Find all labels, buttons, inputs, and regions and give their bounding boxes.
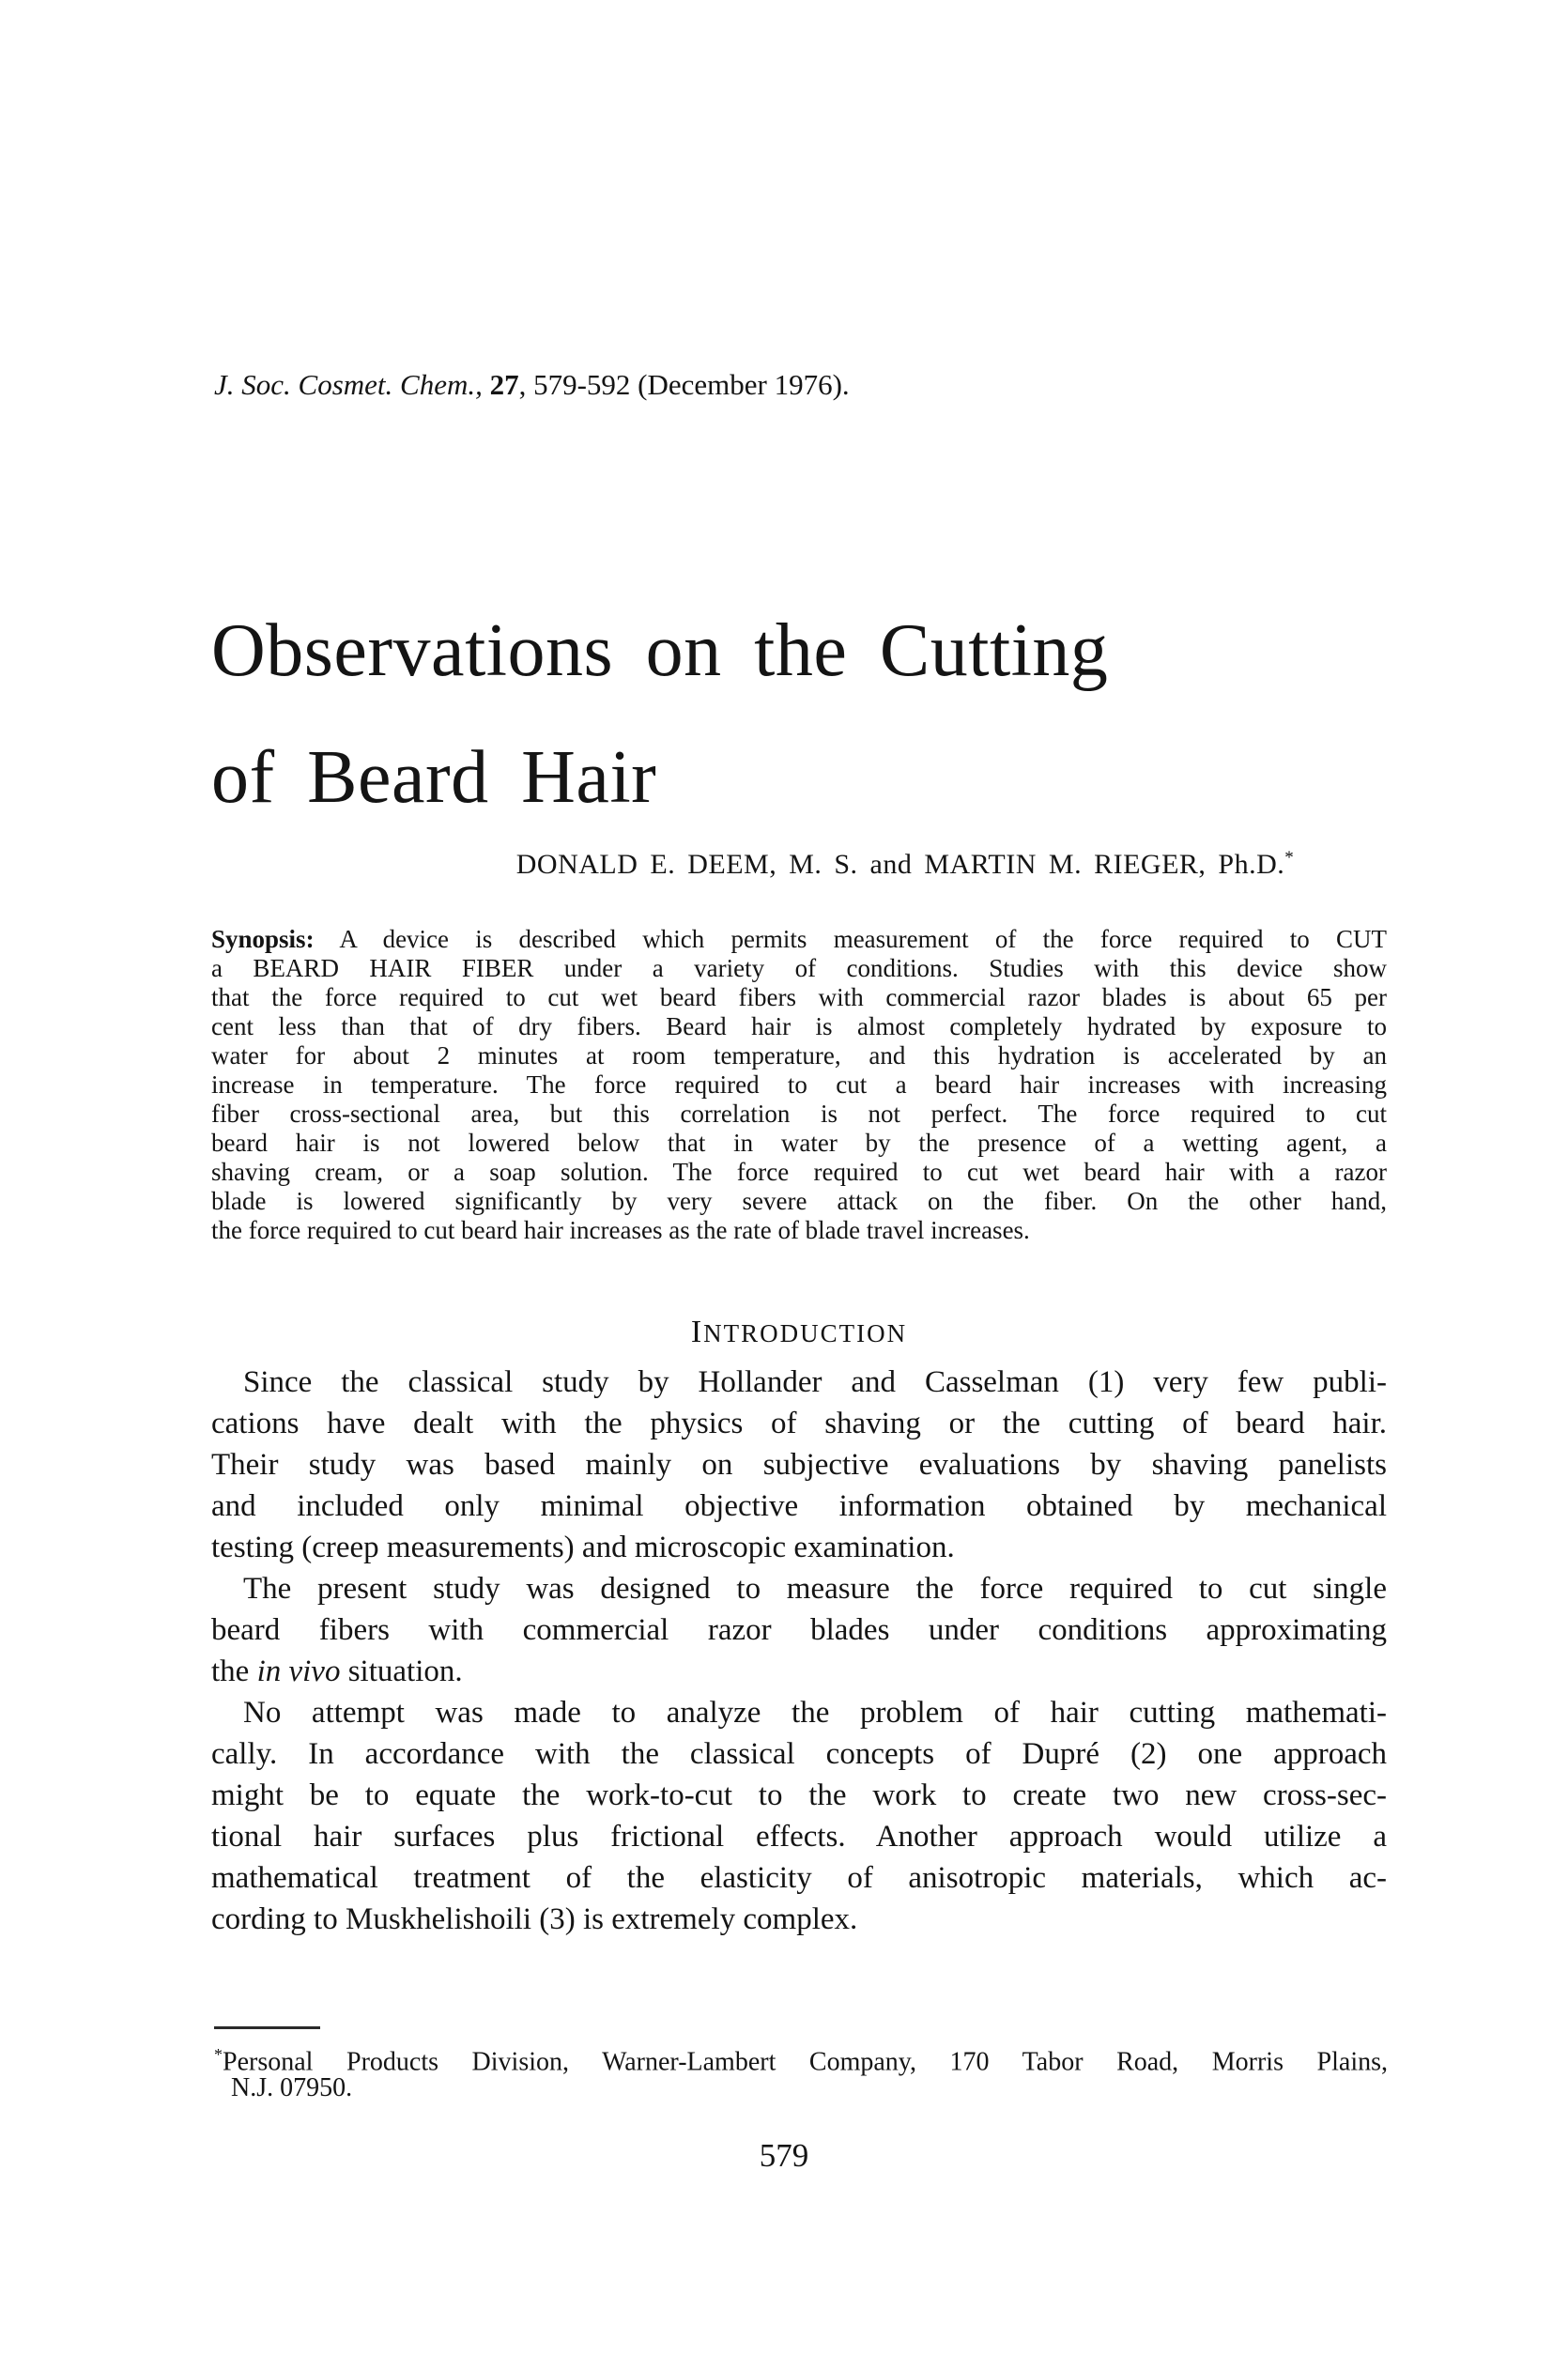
- synopsis-line: cent less than that of dry fibers. Beard hair is almost completely hydrated by exposure to: [211, 1012, 1387, 1040]
- body-line: No attempt was made to analyze the problem of hair cutting mathemati-: [243, 1696, 1387, 1730]
- synopsis: [211, 925, 1387, 1245]
- introduction-body: [211, 1362, 1387, 1940]
- synopsis-line: the force required to cut beard hair increases as the rate of blade travel increases.: [211, 1216, 1030, 1244]
- synopsis-line: shaving cream, or a soap solution. The force required to cut wet beard hair with a razor: [211, 1158, 1387, 1186]
- body-line: [211, 1651, 1387, 1692]
- footnote-marker: *: [214, 2045, 223, 2064]
- synopsis-line: beard hair is not lowered below that in water by the presence of a wetting agent, a: [211, 1129, 1387, 1157]
- page-number: 579: [759, 2137, 809, 2174]
- title-line-2: of Beard Hair: [211, 736, 657, 819]
- journal-citation: [214, 368, 850, 402]
- footnote-line: [214, 2038, 1388, 2077]
- synopsis-line: increase in temperature. The force required to cut a beard hair increases with increasing: [211, 1070, 1387, 1099]
- body-line-text: the: [211, 1655, 257, 1688]
- synopsis-line: blade is lowered significantly by very severe attack on the fiber. On the other hand,: [211, 1187, 1387, 1215]
- footnote-line-text: Personal Products Division, Warner-Lambert Company, 170 Tabor Road, Morris Plains,: [223, 2047, 1388, 2077]
- body-line: The present study was designed to measure the force required to cut single: [243, 1572, 1387, 1606]
- italic-term-in-vivo: in vivo: [256, 1655, 341, 1688]
- synopsis-line: that the force required to cut wet beard fibers with commercial razor blades is about 65 per: [211, 983, 1387, 1011]
- synopsis-line: a BEARD HAIR FIBER under a variety of conditions. Studies with this device show: [211, 954, 1387, 982]
- article-title: [211, 588, 1394, 841]
- author-footnote-marker: *: [1284, 848, 1295, 868]
- synopsis-label: Synopsis:: [211, 925, 315, 953]
- synopsis-line: fiber cross-sectional area, but this correlation is not perfect. The force required to cut: [211, 1100, 1387, 1128]
- body-line: Since the classical study by Hollander and Casselman (1) very few publi-: [243, 1365, 1387, 1399]
- heading-initial: I: [690, 1315, 704, 1349]
- body-line: Their study was based mainly on subjective evaluations by shaving panelists: [211, 1448, 1387, 1482]
- body-line-text: situation.: [340, 1655, 463, 1688]
- journal-name: J. Soc. Cosmet. Chem.,: [214, 368, 490, 401]
- section-heading-introduction: [211, 1315, 1387, 1350]
- body-line: might be to equate the work-to-cut to the work to create two new cross-sec-: [211, 1778, 1387, 1812]
- synopsis-line: water for about 2 minutes at room temperature, and this hydration is accelerated by an: [211, 1041, 1387, 1070]
- authors-line: [211, 848, 1387, 881]
- volume-number: 27: [489, 368, 519, 401]
- synopsis-line-text: A device is described which permits measurement of the force required to CUT: [314, 925, 1387, 953]
- body-line: beard fibers with commercial razor blades under conditions approximating: [211, 1613, 1387, 1647]
- body-line: mathematical treatment of the elasticity of anisotropic materials, which ac-: [211, 1861, 1387, 1895]
- title-line-1: Observations on the Cutting: [211, 609, 1109, 692]
- body-line: cally. In accordance with the classical concepts of Dupré (2) one approach: [211, 1737, 1387, 1771]
- footnote: [214, 2038, 1388, 2105]
- synopsis-line: [211, 925, 1387, 954]
- author-names: DONALD E. DEEM, M. S. and MARTIN M. RIEGER, Ph.D.: [515, 849, 1285, 880]
- body-line: cations have dealt with the physics of shaving or the cutting of beard hair.: [211, 1407, 1387, 1440]
- heading-rest: NTRODUCTION: [703, 1319, 908, 1347]
- body-line: and included only minimal objective information obtained by mechanical: [211, 1489, 1387, 1523]
- footnote-rule: [214, 2026, 320, 2029]
- body-line: tional hair surfaces plus frictional effects. Another approach would utilize a: [211, 1820, 1387, 1854]
- citation-pages-date: , 579-592 (December 1976).: [518, 368, 850, 401]
- body-line: cording to Muskhelishoili (3) is extremely complex.: [211, 1902, 858, 1936]
- body-line: testing (creep measurements) and microscopic examination.: [211, 1531, 955, 1564]
- footnote-line: N.J. 07950.: [231, 2073, 353, 2102]
